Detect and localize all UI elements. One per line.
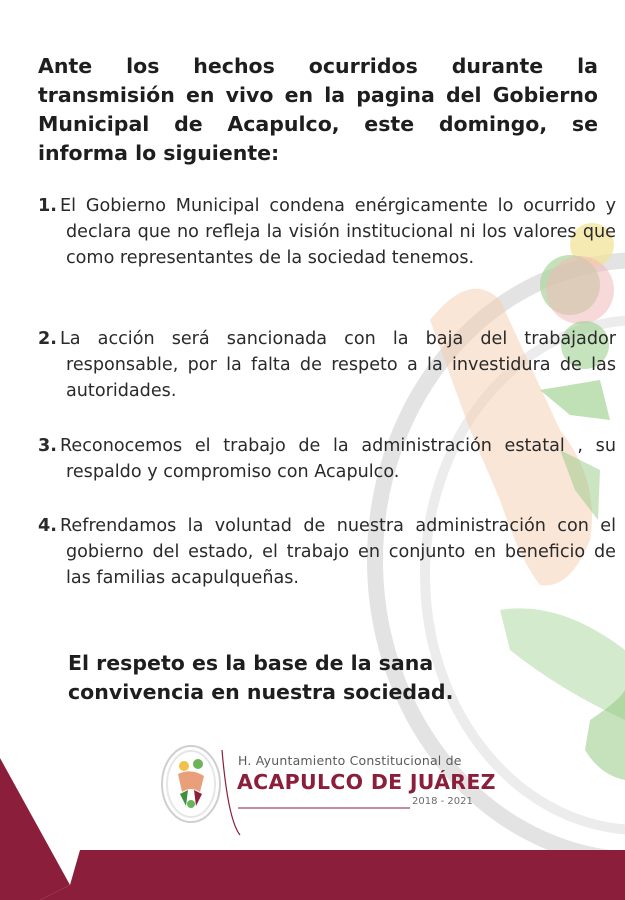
administration-years: 2018 - 2021 bbox=[412, 796, 473, 807]
item-text: La acción será sancionada con la baja del trabajador responsable, por la falta de respeto a la investidura de las autoridades. bbox=[60, 329, 616, 401]
item-text: Reconocemos el trabajo de la administración estatal , su respaldo y compromiso con Acapulco. bbox=[60, 436, 616, 482]
maroon-left-triangle bbox=[0, 758, 70, 900]
list-item bbox=[38, 193, 616, 271]
list-item bbox=[38, 433, 616, 485]
item-text: Refrendamos la voluntad de nuestra administración con el gobierno del estado, el trabajo en conjunto en beneficio de las familias acapulqueñas. bbox=[60, 516, 616, 588]
org-name: ACAPULCO DE JUÁREZ bbox=[237, 770, 496, 794]
list-item bbox=[38, 326, 616, 404]
maroon-bottom-band bbox=[40, 850, 625, 900]
municipal-logo-icon bbox=[160, 744, 222, 824]
closing-statement: El respeto es la base de la sana convivencia en nuestra sociedad. bbox=[68, 651, 454, 704]
list-item bbox=[38, 513, 616, 591]
statement-heading: Ante los hechos ocurridos durante la transmisión en vivo en la pagina del Gobierno Municipal de Acapulco, este domingo, se informa lo siguiente: bbox=[38, 54, 598, 165]
item-text: El Gobierno Municipal condena enérgicamente lo ocurrido y declara que no refleja la visión institucional ni los valores que como representantes de la sociedad tenemos. bbox=[60, 196, 616, 268]
item-number: 3. bbox=[38, 436, 57, 456]
org-subtitle: H. Ayuntamiento Constitucional de bbox=[238, 753, 462, 768]
item-number: 2. bbox=[38, 329, 57, 349]
item-number: 1. bbox=[38, 196, 57, 216]
item-number: 4. bbox=[38, 516, 57, 536]
